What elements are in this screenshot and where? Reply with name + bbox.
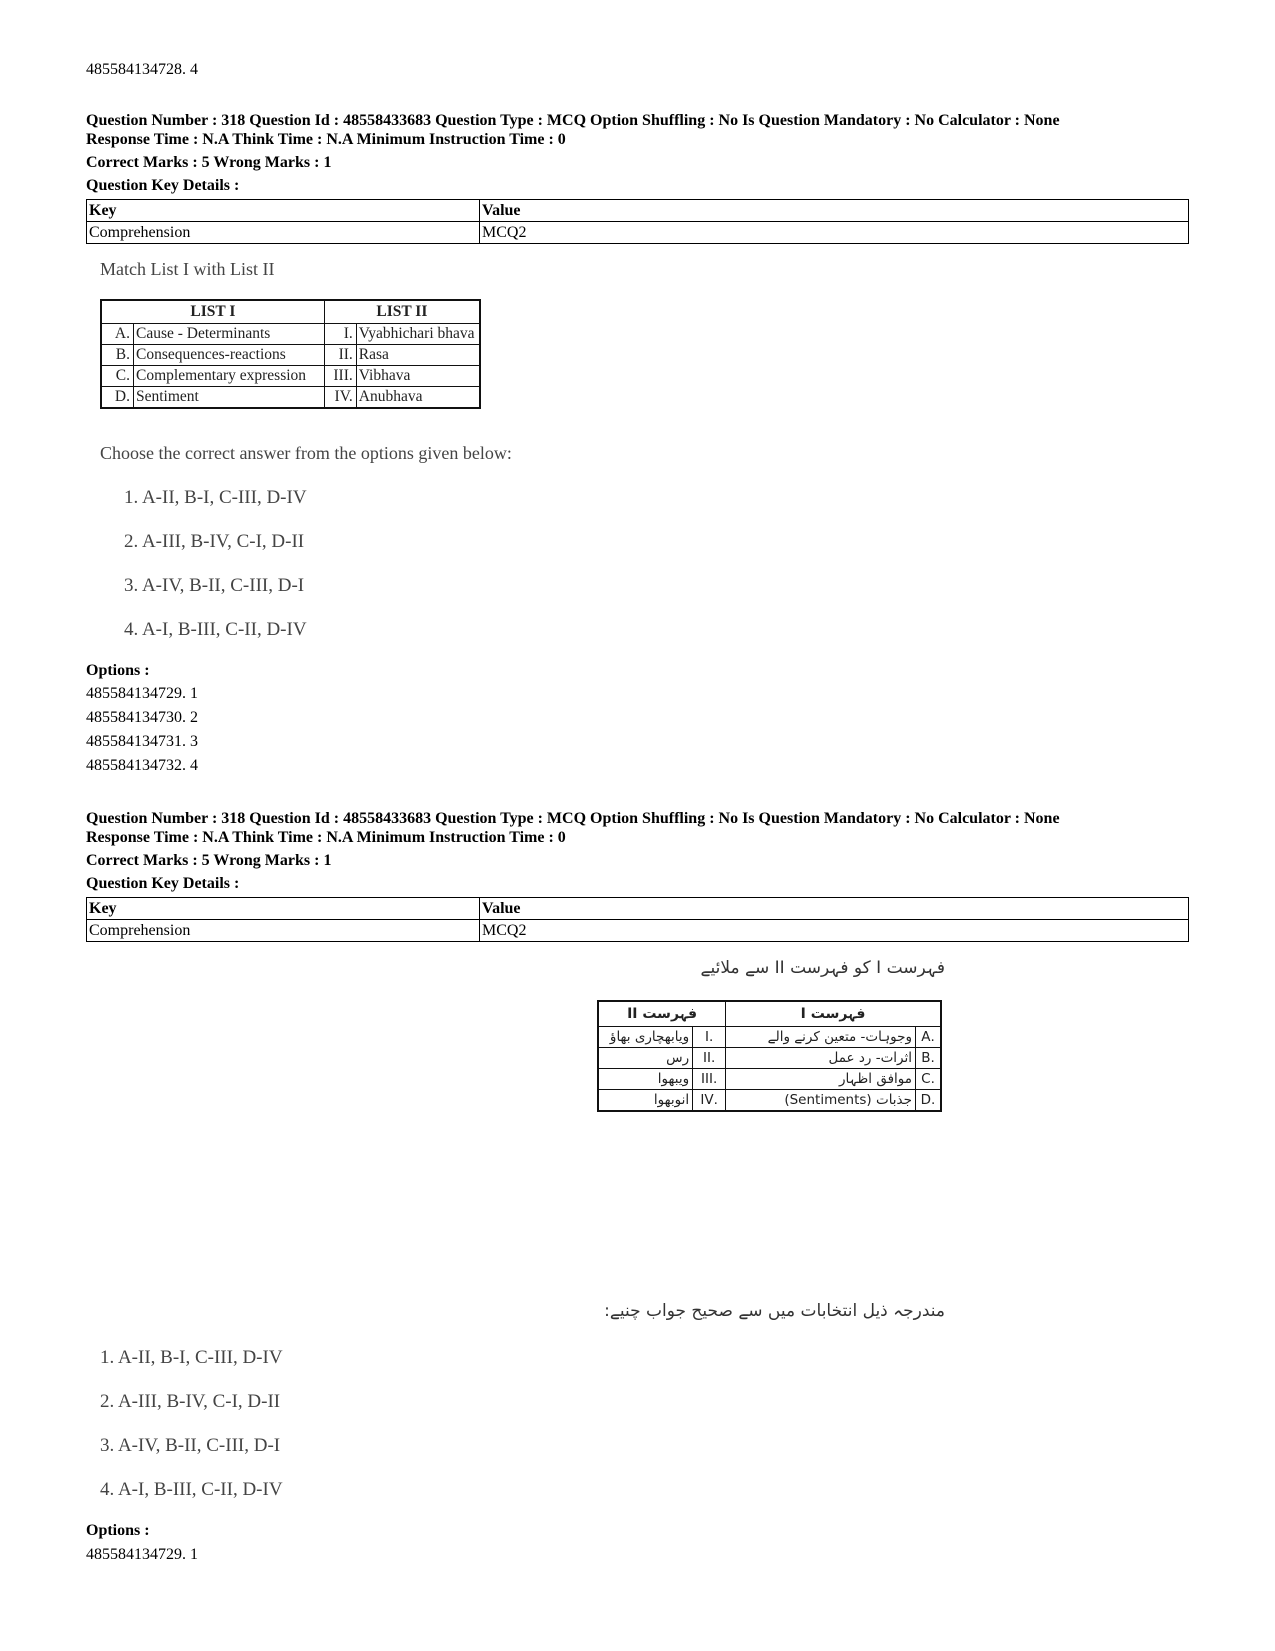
match-list-row [101, 324, 480, 345]
list2-text: Rasa [356, 345, 480, 366]
answer-choice: 2. A-III, B-IV, C-I, D-II [124, 531, 305, 552]
urdu-match-list-row [598, 1048, 941, 1069]
urdu-list1-letter: .A [916, 1027, 942, 1048]
answer-choice: 2. A-III, B-IV, C-I, D-II [100, 1391, 281, 1412]
question-prompt: Match List I with List II [100, 259, 275, 279]
urdu-match-list-row [598, 1069, 941, 1090]
answer-instruction: Choose the correct answer from the options given below: [100, 443, 512, 463]
question-meta-line-2: Response Time : N.A Think Time : N.A Minimum Instruction Time : 0 [86, 131, 566, 148]
options-label: Options : [86, 1522, 150, 1539]
option-item: 485584134731. 3 [86, 733, 198, 750]
urdu-list1-letter: .B [916, 1048, 942, 1069]
question-meta-line-1: Question Number : 318 Question Id : 48558433683 Question Type : MCQ Option Shuffling : No Is Question Mandatory : No Calculator : None [86, 112, 1060, 129]
urdu-list2-text: ویبھوا [598, 1069, 693, 1090]
marks-line: Correct Marks : 5 Wrong Marks : 1 [86, 852, 332, 869]
list2-text: Vibhava [356, 366, 480, 387]
value-cell: MCQ2 [480, 920, 1189, 942]
option-item: 485584134729. 1 [86, 685, 198, 702]
question-meta-block-2 [86, 809, 1186, 847]
match-list-row [101, 345, 480, 366]
match-list-row [101, 366, 480, 387]
key-details-label: Question Key Details : [86, 177, 240, 194]
list2-text: Vyabhichari bhava [356, 324, 480, 345]
list1-text: Complementary expression [134, 366, 325, 387]
list1-header: LIST I [101, 300, 324, 324]
key-table-header-row [87, 898, 1189, 920]
key-details-table [86, 897, 1189, 942]
answer-choice: 1. A-II, B-I, C-III, D-IV [124, 487, 307, 508]
urdu-list2-text: ویابھچاری بھاؤ [598, 1027, 693, 1048]
list2-numeral: IV. [324, 387, 356, 409]
urdu-list2-text: رس [598, 1048, 693, 1069]
answer-choice: 4. A-I, B-III, C-II, D-IV [100, 1479, 283, 1500]
key-cell: Comprehension [87, 920, 480, 942]
urdu-list1-text: موافق اظہار [726, 1069, 916, 1090]
question-meta-line-2: Response Time : N.A Think Time : N.A Minimum Instruction Time : 0 [86, 829, 566, 846]
urdu-match-list-row [598, 1090, 941, 1112]
urdu-list2-numeral: .IV [693, 1090, 726, 1112]
value-cell: MCQ2 [480, 222, 1189, 244]
urdu-match-list-row [598, 1027, 941, 1048]
urdu-list2-text: انوبھوا [598, 1090, 693, 1112]
urdu-list2-numeral: .II [693, 1048, 726, 1069]
options-label: Options : [86, 662, 150, 679]
list1-letter: A. [101, 324, 134, 345]
urdu-match-list-header-row [598, 1001, 941, 1027]
key-table-header-row [87, 200, 1189, 222]
option-item: 485584134732. 4 [86, 757, 198, 774]
key-header-cell: Key [87, 898, 480, 920]
list2-text: Anubhava [356, 387, 480, 409]
answer-choice: 4. A-I, B-III, C-II, D-IV [124, 619, 307, 640]
answer-choice: 3. A-IV, B-II, C-III, D-I [100, 1435, 281, 1456]
match-list-header-row [101, 300, 480, 324]
urdu-list1-text: وجوہات- متعین کرنے والے [726, 1027, 916, 1048]
key-details-label: Question Key Details : [86, 875, 240, 892]
key-header-cell: Key [87, 200, 480, 222]
previous-option: 485584134728. 4 [86, 61, 198, 78]
value-header-cell: Value [480, 898, 1189, 920]
urdu-question-prompt: فہرست I کو فہرست II سے ملائیے [700, 958, 945, 978]
urdu-answer-instruction: مندرجہ ذیل انتخابات میں سے صحیح جواب چنیے: [604, 1301, 945, 1321]
key-cell: Comprehension [87, 222, 480, 244]
urdu-list1-text: جذبات (Sentiments) [726, 1090, 916, 1112]
value-header-cell: Value [480, 200, 1189, 222]
urdu-list2-numeral: .I [693, 1027, 726, 1048]
urdu-match-list-table [597, 1000, 942, 1112]
urdu-list2-numeral: .III [693, 1069, 726, 1090]
question-meta-line-1: Question Number : 318 Question Id : 48558433683 Question Type : MCQ Option Shuffling : No Is Question Mandatory : No Calculator : None [86, 810, 1060, 827]
urdu-list2-header: فہرست II [598, 1001, 726, 1027]
option-item: 485584134729. 1 [86, 1546, 198, 1563]
key-details-table [86, 199, 1189, 244]
urdu-list1-text: اثرات- رد عمل [726, 1048, 916, 1069]
key-table-row [87, 920, 1189, 942]
match-list-row [101, 387, 480, 409]
urdu-list1-letter: .D [916, 1090, 942, 1112]
answer-choice: 3. A-IV, B-II, C-III, D-I [124, 575, 305, 596]
list1-letter: B. [101, 345, 134, 366]
urdu-list1-header: فہرست I [726, 1001, 941, 1027]
marks-line: Correct Marks : 5 Wrong Marks : 1 [86, 154, 332, 171]
list1-text: Cause - Determinants [134, 324, 325, 345]
list1-text: Consequences-reactions [134, 345, 325, 366]
list1-letter: D. [101, 387, 134, 409]
option-item: 485584134730. 2 [86, 709, 198, 726]
list1-text: Sentiment [134, 387, 325, 409]
list2-numeral: I. [324, 324, 356, 345]
list2-numeral: III. [324, 366, 356, 387]
match-list-table [100, 299, 481, 409]
key-table-row [87, 222, 1189, 244]
list2-numeral: II. [324, 345, 356, 366]
urdu-list1-letter: .C [916, 1069, 942, 1090]
list1-letter: C. [101, 366, 134, 387]
answer-choice: 1. A-II, B-I, C-III, D-IV [100, 1347, 283, 1368]
question-meta-block-1 [86, 111, 1186, 149]
list2-header: LIST II [324, 300, 480, 324]
